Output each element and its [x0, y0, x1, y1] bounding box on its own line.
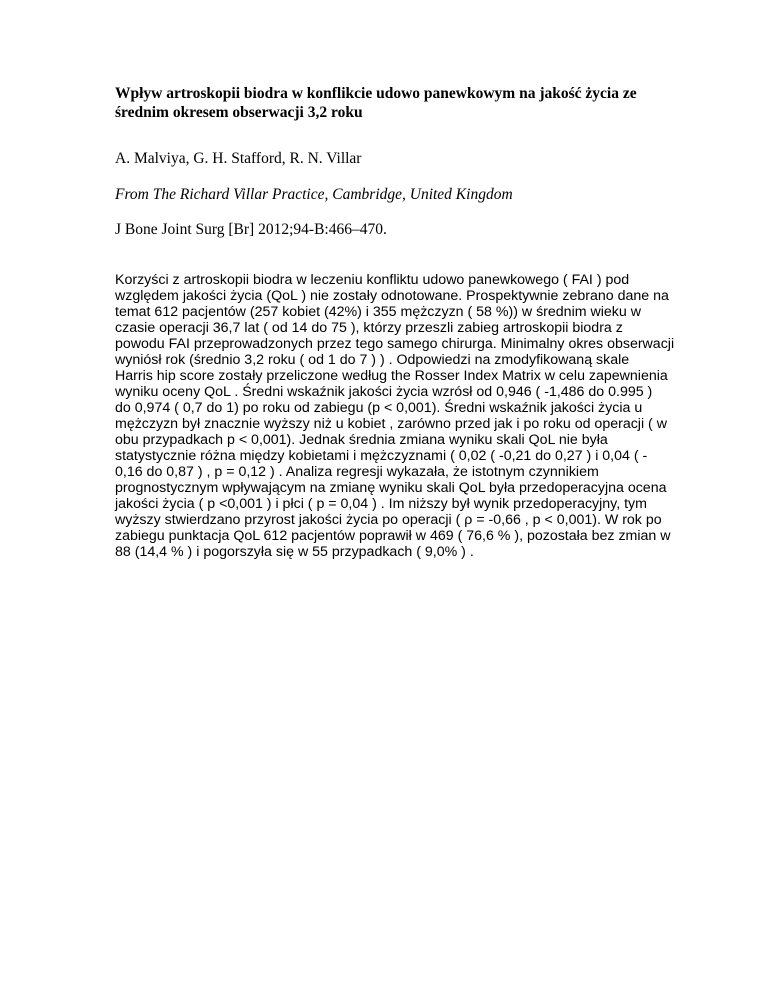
title-line: Wpływ artroskopii biodra w konflikcie udowo panewkowym na jakość życia ze: [115, 85, 637, 102]
abstract-line: mężczyzn był znacznie wyższy niż u kobiet , zarówno przed jak i po roku od operacji ( w: [115, 416, 667, 432]
abstract-line: powodu FAI przeprowadzonych przez tego samego chirurga. Minimalny okres obserwacji: [115, 336, 675, 352]
abstract-line: jakości życia ( p <0,001 ) i płci ( p = 0,04 ) . Im niższy był wynik przedoperacyjny, tym: [115, 496, 647, 512]
abstract-line: temat 612 pacjentów (257 kobiet (42%) i 355 mężczyzn ( 58 %)) w średnim wieku w: [115, 304, 641, 320]
abstract-line: wyniku oceny QoL . Średni wskaźnik jakości życia wzrósł od 0,946 ( -1,486 do 0.995 ): [115, 384, 653, 400]
abstract-line: statystycznie różna między kobietami i mężczyznami ( 0,02 ( -0,21 do 0,27 ) i 0,04 ( -: [115, 448, 648, 464]
abstract-line: Korzyści z artroskopii biodra w leczeniu konfliktu udowo panewkowego ( FAI ) pod: [115, 272, 630, 288]
title-line: średnim okresem obserwacji 3,2 roku: [115, 104, 363, 121]
abstract-line: obu przypadkach p < 0,001). Jednak średnia zmiana wyniku skali QoL nie była: [115, 432, 608, 448]
document-title: [115, 84, 675, 122]
abstract-line: wyniósł rok (średnio 3,2 roku ( od 1 do 7 ) ) . Odpowiedzi na zmodyfikowaną skale: [115, 352, 630, 368]
abstract-line: 0,16 do 0,87 ) , p = 0,12 ) . Analiza regresji wykazała, że istotnym czynnikiem: [115, 464, 599, 480]
abstract-line: prognostycznym wpływającym na zmianę wyniku skali QoL była przedoperacyjna ocena: [115, 480, 667, 496]
abstract-line: czasie operacji 36,7 lat ( od 14 do 75 ), którzy przeszli zabieg artroskopii biodra z: [115, 320, 623, 336]
abstract-line: 88 (14,4 % ) i pogorszyła się w 55 przypadkach ( 9,0% ) .: [115, 544, 474, 560]
abstract-line: zabiegu punktacja QoL 612 pacjentów poprawił w 469 ( 76,6 % ), pozostała bez zmian w: [115, 528, 671, 544]
abstract-line: Harris hip score zostały przeliczone według the Rosser Index Matrix w celu zapewnienia: [115, 368, 668, 384]
abstract-paragraph: [115, 272, 675, 560]
affiliation: From The Richard Villar Practice, Cambridge, United Kingdom: [115, 186, 513, 203]
author-list: A. Malviya, G. H. Stafford, R. N. Villar: [115, 150, 362, 167]
abstract-line: względem jakości życia (QoL ) nie zostały odnotowane. Prospektywnie zebrano dane na: [115, 288, 669, 304]
abstract-line: wyższy stwierdzano przyrost jakości życia po operacji ( ρ = -0,66 , p < 0,001). W rok po: [115, 512, 662, 528]
abstract-line: do 0,974 ( 0,7 do 1) po roku od zabiegu (p < 0,001). Średni wskaźnik jakości życia u: [115, 400, 643, 416]
journal-citation: J Bone Joint Surg [Br] 2012;94-B:466–470.: [115, 221, 387, 238]
